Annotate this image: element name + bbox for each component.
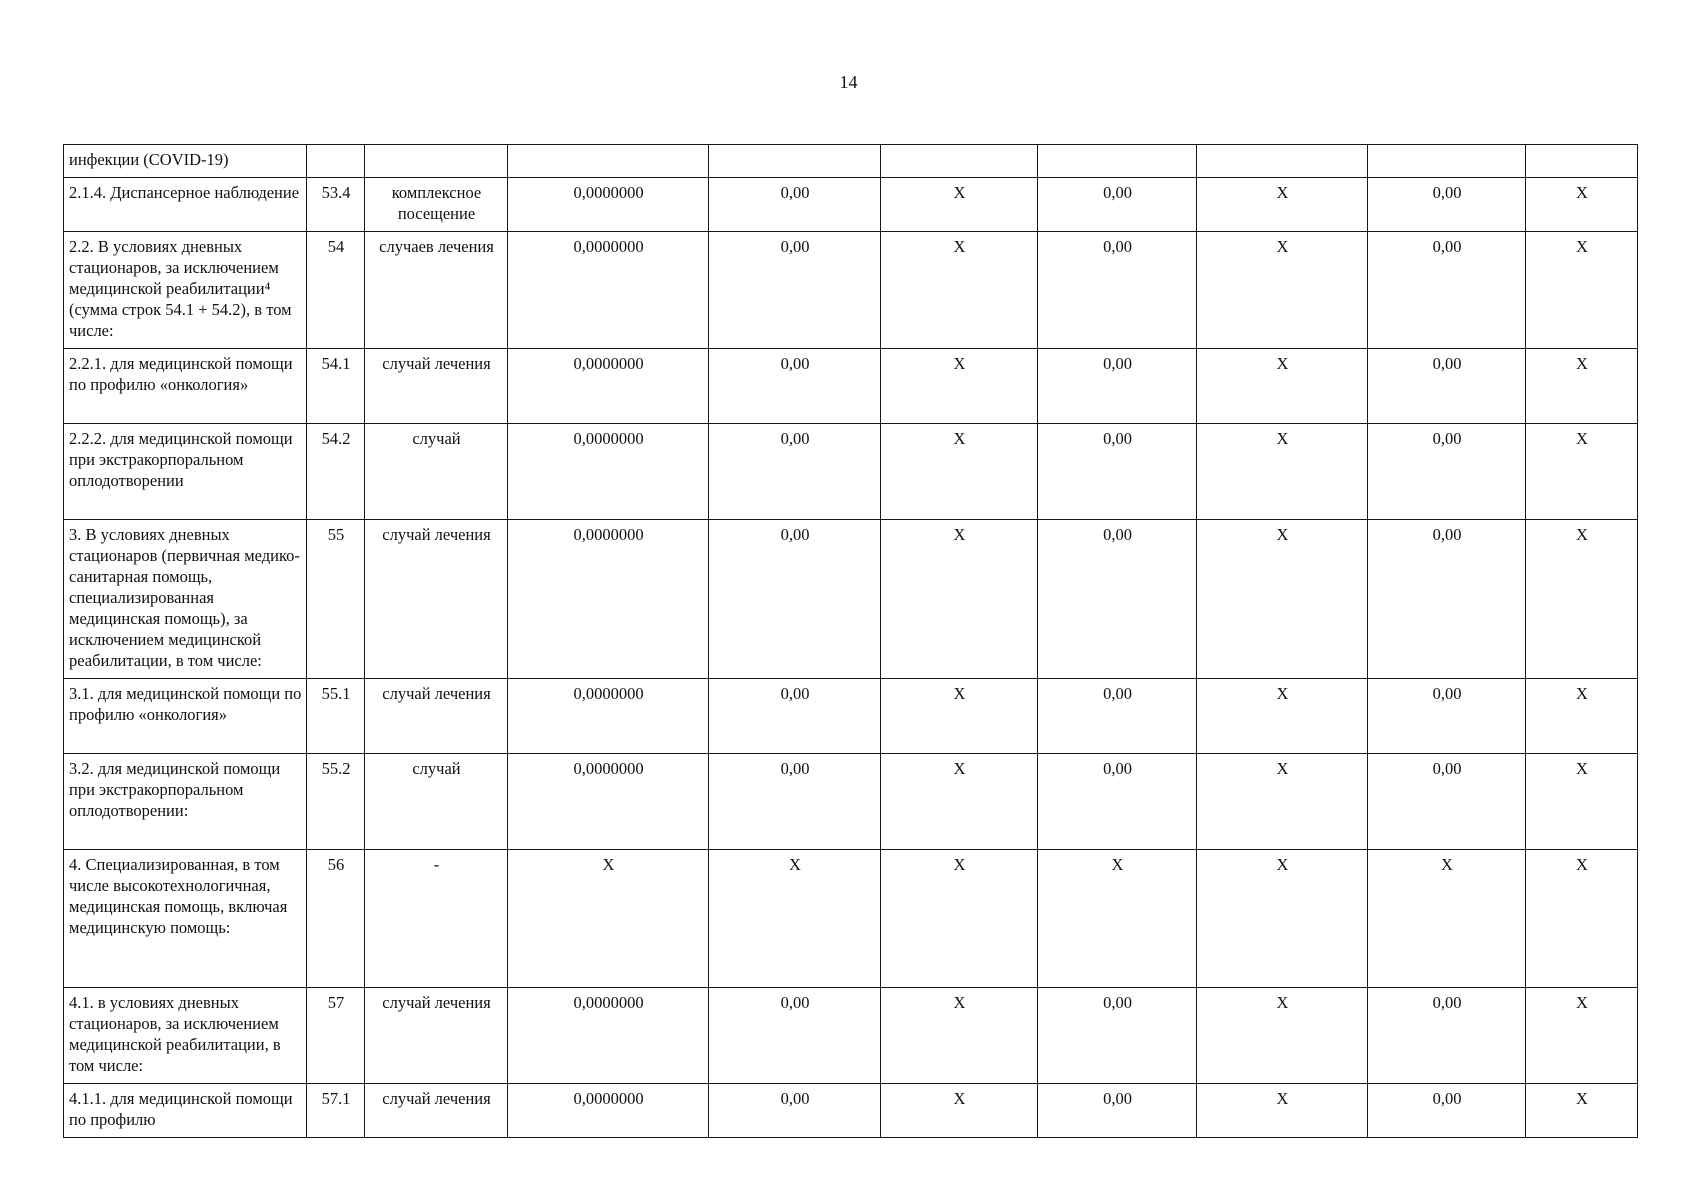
row-code-cell: 57.1: [307, 1084, 365, 1138]
row-value-cell: 0,00: [709, 232, 881, 349]
row-value-cell: Х: [881, 679, 1038, 754]
row-value-cell: [1038, 145, 1197, 178]
row-value-cell: [1368, 145, 1526, 178]
row-value-cell: [709, 145, 881, 178]
row-value-cell: Х: [1526, 349, 1638, 424]
row-unit-cell: случай: [365, 754, 508, 850]
row-unit-cell: случаев лечения: [365, 232, 508, 349]
row-value-cell: Х: [1526, 1084, 1638, 1138]
row-value-cell: 0,0000000: [508, 520, 709, 679]
row-value-cell: 0,0000000: [508, 988, 709, 1084]
row-name-cell: 3.2. для медицинской помощи при экстракорпоральном оплодотворении:: [64, 754, 307, 850]
row-value-cell: Х: [1197, 850, 1368, 988]
row-value-cell: 0,00: [1368, 1084, 1526, 1138]
row-value-cell: Х: [1526, 988, 1638, 1084]
row-name-cell: 4.1.1. для медицинской помощи по профилю: [64, 1084, 307, 1138]
row-value-cell: 0,00: [709, 178, 881, 232]
row-value-cell: Х: [881, 850, 1038, 988]
row-value-cell: [508, 145, 709, 178]
row-value-cell: 0,00: [1368, 349, 1526, 424]
row-value-cell: Х: [881, 754, 1038, 850]
table-row: [64, 349, 1638, 424]
row-value-cell: Х: [881, 988, 1038, 1084]
row-value-cell: 0,00: [709, 679, 881, 754]
row-code-cell: 55: [307, 520, 365, 679]
row-code-cell: 54.2: [307, 424, 365, 520]
row-name-cell: 3.1. для медицинской помощи по профилю «онкология»: [64, 679, 307, 754]
row-value-cell: Х: [1526, 520, 1638, 679]
row-unit-cell: случай лечения: [365, 679, 508, 754]
row-unit-cell: -: [365, 850, 508, 988]
row-name-cell: 2.1.4. Диспансерное наблюдение: [64, 178, 307, 232]
row-code-cell: 55.1: [307, 679, 365, 754]
row-value-cell: 0,00: [1038, 520, 1197, 679]
row-value-cell: Х: [1526, 232, 1638, 349]
row-value-cell: 0,00: [1368, 424, 1526, 520]
row-unit-cell: случай лечения: [365, 349, 508, 424]
row-value-cell: 0,0000000: [508, 754, 709, 850]
row-value-cell: Х: [881, 178, 1038, 232]
row-value-cell: 0,0000000: [508, 1084, 709, 1138]
row-value-cell: 0,00: [709, 520, 881, 679]
row-value-cell: Х: [709, 850, 881, 988]
row-code-cell: 57: [307, 988, 365, 1084]
row-value-cell: 0,00: [1038, 349, 1197, 424]
row-value-cell: Х: [1197, 178, 1368, 232]
row-value-cell: 0,00: [1038, 424, 1197, 520]
table-row: [64, 178, 1638, 232]
row-name-cell: 4. Специализированная, в том числе высокотехнологичная, медицинская помощь, включая медицинскую помощь:: [64, 850, 307, 988]
row-value-cell: Х: [881, 520, 1038, 679]
row-value-cell: Х: [881, 424, 1038, 520]
row-value-cell: 0,00: [1038, 232, 1197, 349]
row-value-cell: 0,00: [709, 988, 881, 1084]
row-unit-cell: случай лечения: [365, 520, 508, 679]
row-value-cell: 0,00: [1368, 520, 1526, 679]
row-value-cell: 0,00: [1038, 988, 1197, 1084]
table-row: [64, 520, 1638, 679]
table-row: [64, 850, 1638, 988]
row-value-cell: [881, 145, 1038, 178]
table-row: [64, 232, 1638, 349]
row-value-cell: 0,00: [709, 754, 881, 850]
row-code-cell: 53.4: [307, 178, 365, 232]
row-value-cell: 0,0000000: [508, 232, 709, 349]
row-value-cell: 0,00: [1368, 178, 1526, 232]
row-value-cell: 0,00: [1368, 754, 1526, 850]
row-value-cell: Х: [881, 349, 1038, 424]
row-unit-cell: комплексное посещение: [365, 178, 508, 232]
row-value-cell: 0,0000000: [508, 679, 709, 754]
row-name-cell: 2.2.1. для медицинской помощи по профилю «онкология»: [64, 349, 307, 424]
row-value-cell: 0,00: [709, 1084, 881, 1138]
row-value-cell: 0,00: [1038, 754, 1197, 850]
row-value-cell: 0,00: [709, 424, 881, 520]
row-code-cell: 54: [307, 232, 365, 349]
row-value-cell: Х: [1197, 424, 1368, 520]
row-name-cell: 2.2.2. для медицинской помощи при экстракорпоральном оплодотворении: [64, 424, 307, 520]
row-code-cell: 56: [307, 850, 365, 988]
table-row: [64, 754, 1638, 850]
row-value-cell: Х: [1526, 178, 1638, 232]
row-value-cell: Х: [1197, 988, 1368, 1084]
row-value-cell: 0,00: [709, 349, 881, 424]
row-value-cell: [1197, 145, 1368, 178]
table-body: [64, 145, 1638, 1138]
row-value-cell: 0,0000000: [508, 424, 709, 520]
row-value-cell: Х: [1526, 754, 1638, 850]
row-name-cell: 4.1. в условиях дневных стационаров, за исключением медицинской реабилитации, в том числе:: [64, 988, 307, 1084]
row-name-cell: инфекции (COVID-19): [64, 145, 307, 178]
row-unit-cell: случай лечения: [365, 988, 508, 1084]
row-name-cell: 2.2. В условиях дневных стационаров, за исключением медицинской реабилитации⁴ (сумма строк 54.1 + 54.2), в том числе:: [64, 232, 307, 349]
row-unit-cell: случай: [365, 424, 508, 520]
row-value-cell: Х: [1197, 520, 1368, 679]
row-value-cell: 0,00: [1038, 178, 1197, 232]
row-value-cell: 0,0000000: [508, 349, 709, 424]
row-value-cell: Х: [881, 232, 1038, 349]
row-value-cell: 0,0000000: [508, 178, 709, 232]
row-code-cell: [307, 145, 365, 178]
data-table: [63, 144, 1638, 1138]
table-row: [64, 424, 1638, 520]
table-row: [64, 988, 1638, 1084]
row-value-cell: Х: [1197, 1084, 1368, 1138]
row-value-cell: Х: [1038, 850, 1197, 988]
row-value-cell: Х: [1197, 679, 1368, 754]
row-value-cell: Х: [508, 850, 709, 988]
row-unit-cell: [365, 145, 508, 178]
row-code-cell: 54.1: [307, 349, 365, 424]
row-value-cell: Х: [881, 1084, 1038, 1138]
row-value-cell: Х: [1197, 349, 1368, 424]
row-code-cell: 55.2: [307, 754, 365, 850]
row-value-cell: Х: [1526, 850, 1638, 988]
row-value-cell: 0,00: [1038, 679, 1197, 754]
row-value-cell: 0,00: [1368, 232, 1526, 349]
row-value-cell: 0,00: [1368, 988, 1526, 1084]
table-row: [64, 145, 1638, 178]
row-value-cell: [1526, 145, 1638, 178]
row-unit-cell: случай лечения: [365, 1084, 508, 1138]
row-name-cell: 3. В условиях дневных стационаров (первичная медико-санитарная помощь, специализированная медицинская помощь), за исключением медицинской реабилитации, в том числе:: [64, 520, 307, 679]
row-value-cell: 0,00: [1368, 679, 1526, 754]
table-row: [64, 1084, 1638, 1138]
row-value-cell: Х: [1368, 850, 1526, 988]
page-number: 14: [839, 72, 858, 92]
row-value-cell: Х: [1197, 232, 1368, 349]
row-value-cell: 0,00: [1038, 1084, 1197, 1138]
row-value-cell: Х: [1526, 424, 1638, 520]
row-value-cell: Х: [1526, 679, 1638, 754]
table-row: [64, 679, 1638, 754]
row-value-cell: Х: [1197, 754, 1368, 850]
